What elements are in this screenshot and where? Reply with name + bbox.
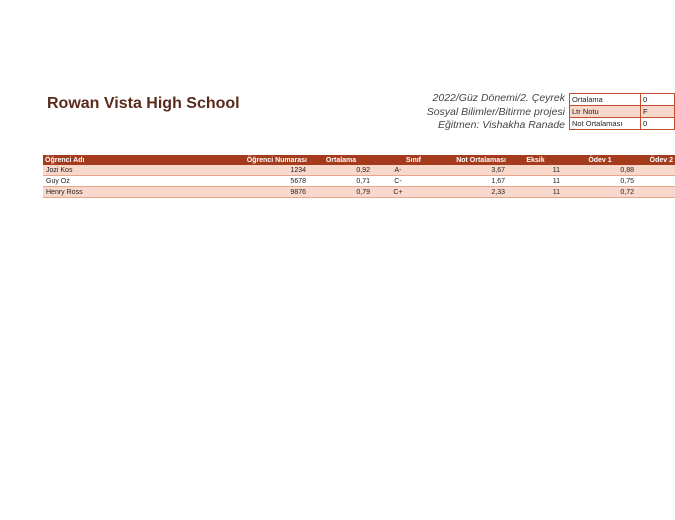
cell-homework-2[interactable] [637, 176, 675, 187]
table-row [43, 176, 675, 187]
summary-label[interactable]: Not Ortalaması [570, 118, 641, 130]
summary-box [569, 93, 675, 130]
cell-student-name[interactable]: Jozi Kos [43, 165, 223, 176]
cell-average[interactable]: 0,79 [309, 187, 373, 198]
cell-grade[interactable]: A- [373, 165, 423, 176]
col-header-missing[interactable]: Eksik [508, 155, 563, 165]
summary-label[interactable]: Ortalama [570, 94, 641, 106]
school-name: Rowan Vista High School [47, 95, 240, 112]
cell-gpa[interactable]: 3,67 [423, 165, 508, 176]
cell-homework-2[interactable] [637, 187, 675, 198]
summary-row-letter-grade [570, 106, 675, 118]
term-label: 2022/Güz Dönemi/2. Çeyrek [432, 92, 565, 104]
cell-homework-1[interactable]: 0,88 [563, 165, 637, 176]
cell-gpa[interactable]: 2,33 [423, 187, 508, 198]
cell-student-number[interactable]: 5678 [223, 176, 309, 187]
cell-homework-1[interactable]: 0,72 [563, 187, 637, 198]
col-header-homework-2[interactable]: Ödev 2 [637, 155, 675, 165]
summary-row-average [570, 94, 675, 106]
col-header-grade[interactable]: Sınıf [373, 155, 423, 165]
course-info [427, 92, 565, 133]
cell-missing[interactable]: 11 [508, 176, 563, 187]
summary-value[interactable]: 0 [641, 94, 675, 106]
cell-grade[interactable]: C- [373, 176, 423, 187]
cell-average[interactable]: 0,92 [309, 165, 373, 176]
cell-student-number[interactable]: 9876 [223, 187, 309, 198]
cell-grade[interactable]: C+ [373, 187, 423, 198]
cell-homework-2[interactable] [637, 165, 675, 176]
cell-missing[interactable]: 11 [508, 187, 563, 198]
instructor-label: Eğitmen: Vishakha Ranade [437, 119, 565, 131]
col-header-average[interactable]: Ortalama [309, 155, 373, 165]
summary-row-gpa [570, 118, 675, 130]
col-header-student-number[interactable]: Öğrenci Numarası [223, 155, 309, 165]
summary-value[interactable]: F [641, 106, 675, 118]
grades-table [43, 155, 675, 198]
cell-homework-1[interactable]: 0,75 [563, 176, 637, 187]
summary-label[interactable]: Ltr Notu [570, 106, 641, 118]
col-header-gpa[interactable]: Not Ortalaması [423, 155, 508, 165]
cell-missing[interactable]: 11 [508, 165, 563, 176]
col-header-student-name[interactable]: Öğrenci Adı [43, 155, 223, 165]
table-header-row [43, 155, 675, 165]
cell-average[interactable]: 0,71 [309, 176, 373, 187]
cell-student-name[interactable]: Guy Oz [43, 176, 223, 187]
course-label: Sosyal Bilimler/Bitirme projesi [426, 105, 565, 118]
cell-gpa[interactable]: 1,67 [423, 176, 508, 187]
summary-value[interactable]: 0 [641, 118, 675, 130]
cell-student-number[interactable]: 1234 [223, 165, 309, 176]
table-row [43, 187, 675, 198]
cell-student-name[interactable]: Henry Ross [43, 187, 223, 198]
table-row [43, 165, 675, 176]
col-header-homework-1[interactable]: Ödev 1 [563, 155, 637, 165]
